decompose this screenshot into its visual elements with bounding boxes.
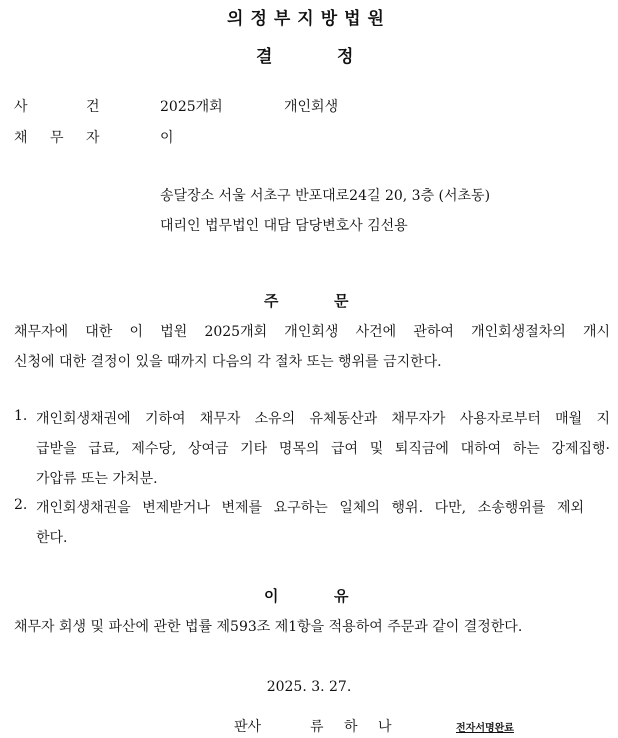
item-line: 개인회생채권을 변제받거나 변제를 요구하는 일체의 행위. 다만, 소송행위를 제외 — [36, 500, 584, 516]
document-title-char: 정 — [337, 47, 354, 67]
reason-heading-char: 유 — [334, 587, 349, 605]
case-label-char: 건 — [86, 99, 100, 115]
legal-agent: 대리인 법무법인 대담 담당변호사 김선용 — [160, 218, 408, 234]
order-heading-char: 주 — [264, 292, 279, 310]
debtor-label-char: 자 — [86, 130, 100, 146]
electronic-signature-note: 전자서명완료 — [456, 723, 514, 734]
case-number: 2025개회 — [160, 99, 223, 115]
item-number: 2. — [14, 497, 28, 513]
judge-name-char: 류 — [310, 719, 324, 735]
decision-date: 2025. 3. 27. — [266, 679, 352, 695]
case-name: 개인회생 — [284, 99, 339, 115]
debtor-label-char: 무 — [50, 130, 64, 146]
order-line: 신청에 대한 결정이 있을 때까지 다음의 각 절차 또는 행위를 금지한다. — [14, 354, 442, 370]
court-name: 의정부지방법원 — [227, 9, 391, 29]
reason-text: 채무자 회생 및 파산에 관한 법률 제593조 제1항을 적용하여 주문과 같이 결정한다. — [14, 619, 523, 635]
debtor-label-char: 채 — [14, 130, 28, 146]
judge-name-char: 나 — [378, 719, 392, 735]
item-line: 급받을 급료, 제수당, 상여금 기타 명목의 급여 및 퇴직금에 대하여 하는 강제집행· — [36, 441, 610, 457]
judge-name-char: 하 — [344, 719, 358, 735]
case-label-char: 사 — [14, 99, 28, 115]
service-address: 송달장소 서울 서초구 반포대로24길 20, 3층 (서초동) — [160, 188, 491, 204]
item-line: 가압류 또는 가처분. — [36, 471, 158, 487]
reason-heading-char: 이 — [264, 587, 279, 605]
order-line: 채무자에 대한 이 법원 2025개회 개인회생 사건에 관하여 개인회생절차의 개시 — [14, 324, 610, 340]
judge-title: 판사 — [234, 719, 262, 735]
order-heading-char: 문 — [334, 292, 349, 310]
document-title-char: 결 — [256, 47, 273, 67]
debtor-name: 이 — [160, 130, 174, 146]
item-line: 개인회생채권에 기하여 채무자 소유의 유체동산과 채무자가 사용자로부터 매월 지 — [36, 411, 610, 427]
item-line: 한다. — [36, 530, 68, 546]
item-number: 1. — [14, 408, 28, 424]
